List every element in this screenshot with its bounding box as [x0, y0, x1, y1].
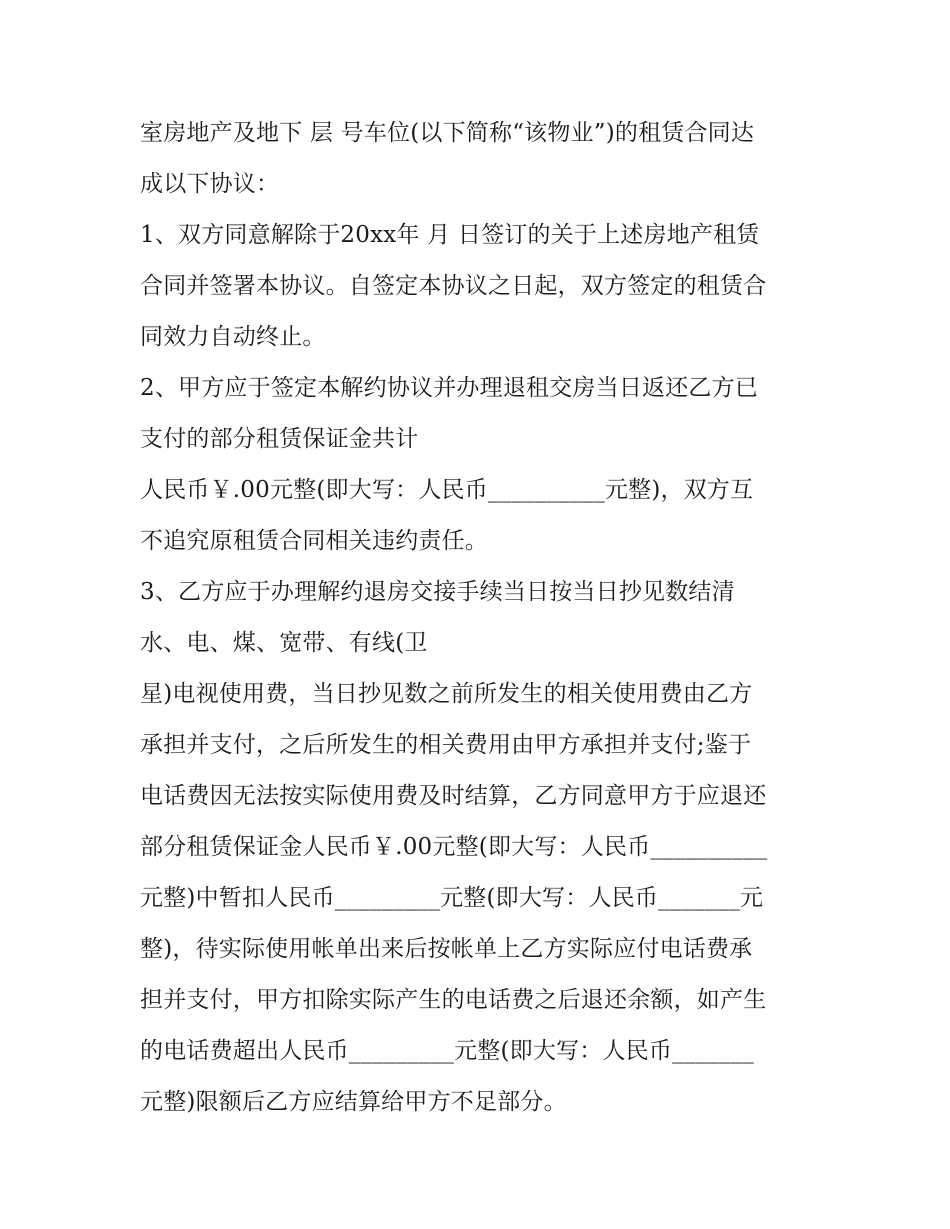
text-line: 电话费因无法按实际使用费及时结算，乙方同意甲方于应退还	[140, 783, 767, 809]
text-line: 水、电、煤、宽带、有线(卫	[140, 630, 428, 656]
text-line: 人民币￥.00元整(即大写：人民币__________元整)，双方互	[140, 477, 754, 503]
text-line: 2、甲方应于签定本解约协议并办理退租交房当日返还乙方已	[140, 375, 759, 401]
text-line: 室房地产及地下 层 号车位(以下简称“该物业”)的租赁合同达	[140, 120, 755, 146]
text-line: 不追究原租赁合同相关违约责任。	[140, 528, 488, 554]
text-line: 成以下协议：	[140, 171, 280, 197]
text-line: 同效力自动终止。	[140, 324, 326, 350]
text-line: 支付的部分租赁保证金共计	[140, 426, 419, 452]
text-line: 承担并支付，之后所发生的相关费用由甲方承担并支付;鉴于	[140, 732, 752, 758]
text-line: 合同并签署本协议。自签定本协议之日起，双方签定的租赁合	[140, 273, 767, 299]
text-line: 部分租赁保证金人民币￥.00元整(即大写：人民币__________	[140, 834, 768, 860]
text-line: 元整)中暂扣人民币_________元整(即大写：人民币_______元	[140, 885, 764, 911]
text-line: 的电话费超出人民币_________元整(即大写：人民币_______	[140, 1038, 754, 1064]
text-line: 3、乙方应于办理解约退房交接手续当日按当日抄见数结清	[140, 579, 735, 605]
text-line: 整)，待实际使用帐单出来后按帐单上乙方实际应付电话费承	[140, 936, 753, 962]
text-line: 元整)限额后乙方应结算给甲方不足部分。	[140, 1089, 567, 1115]
contract-body-text	[140, 108, 830, 1128]
text-line: 星)电视使用费，当日抄见数之前所发生的相关使用费由乙方	[140, 681, 753, 707]
text-line: 担并支付，甲方扣除实际产生的电话费之后退还余额，如产生	[140, 987, 767, 1013]
text-line: 1、双方同意解除于20xx年 月 日签订的关于上述房地产租赁	[140, 222, 760, 248]
